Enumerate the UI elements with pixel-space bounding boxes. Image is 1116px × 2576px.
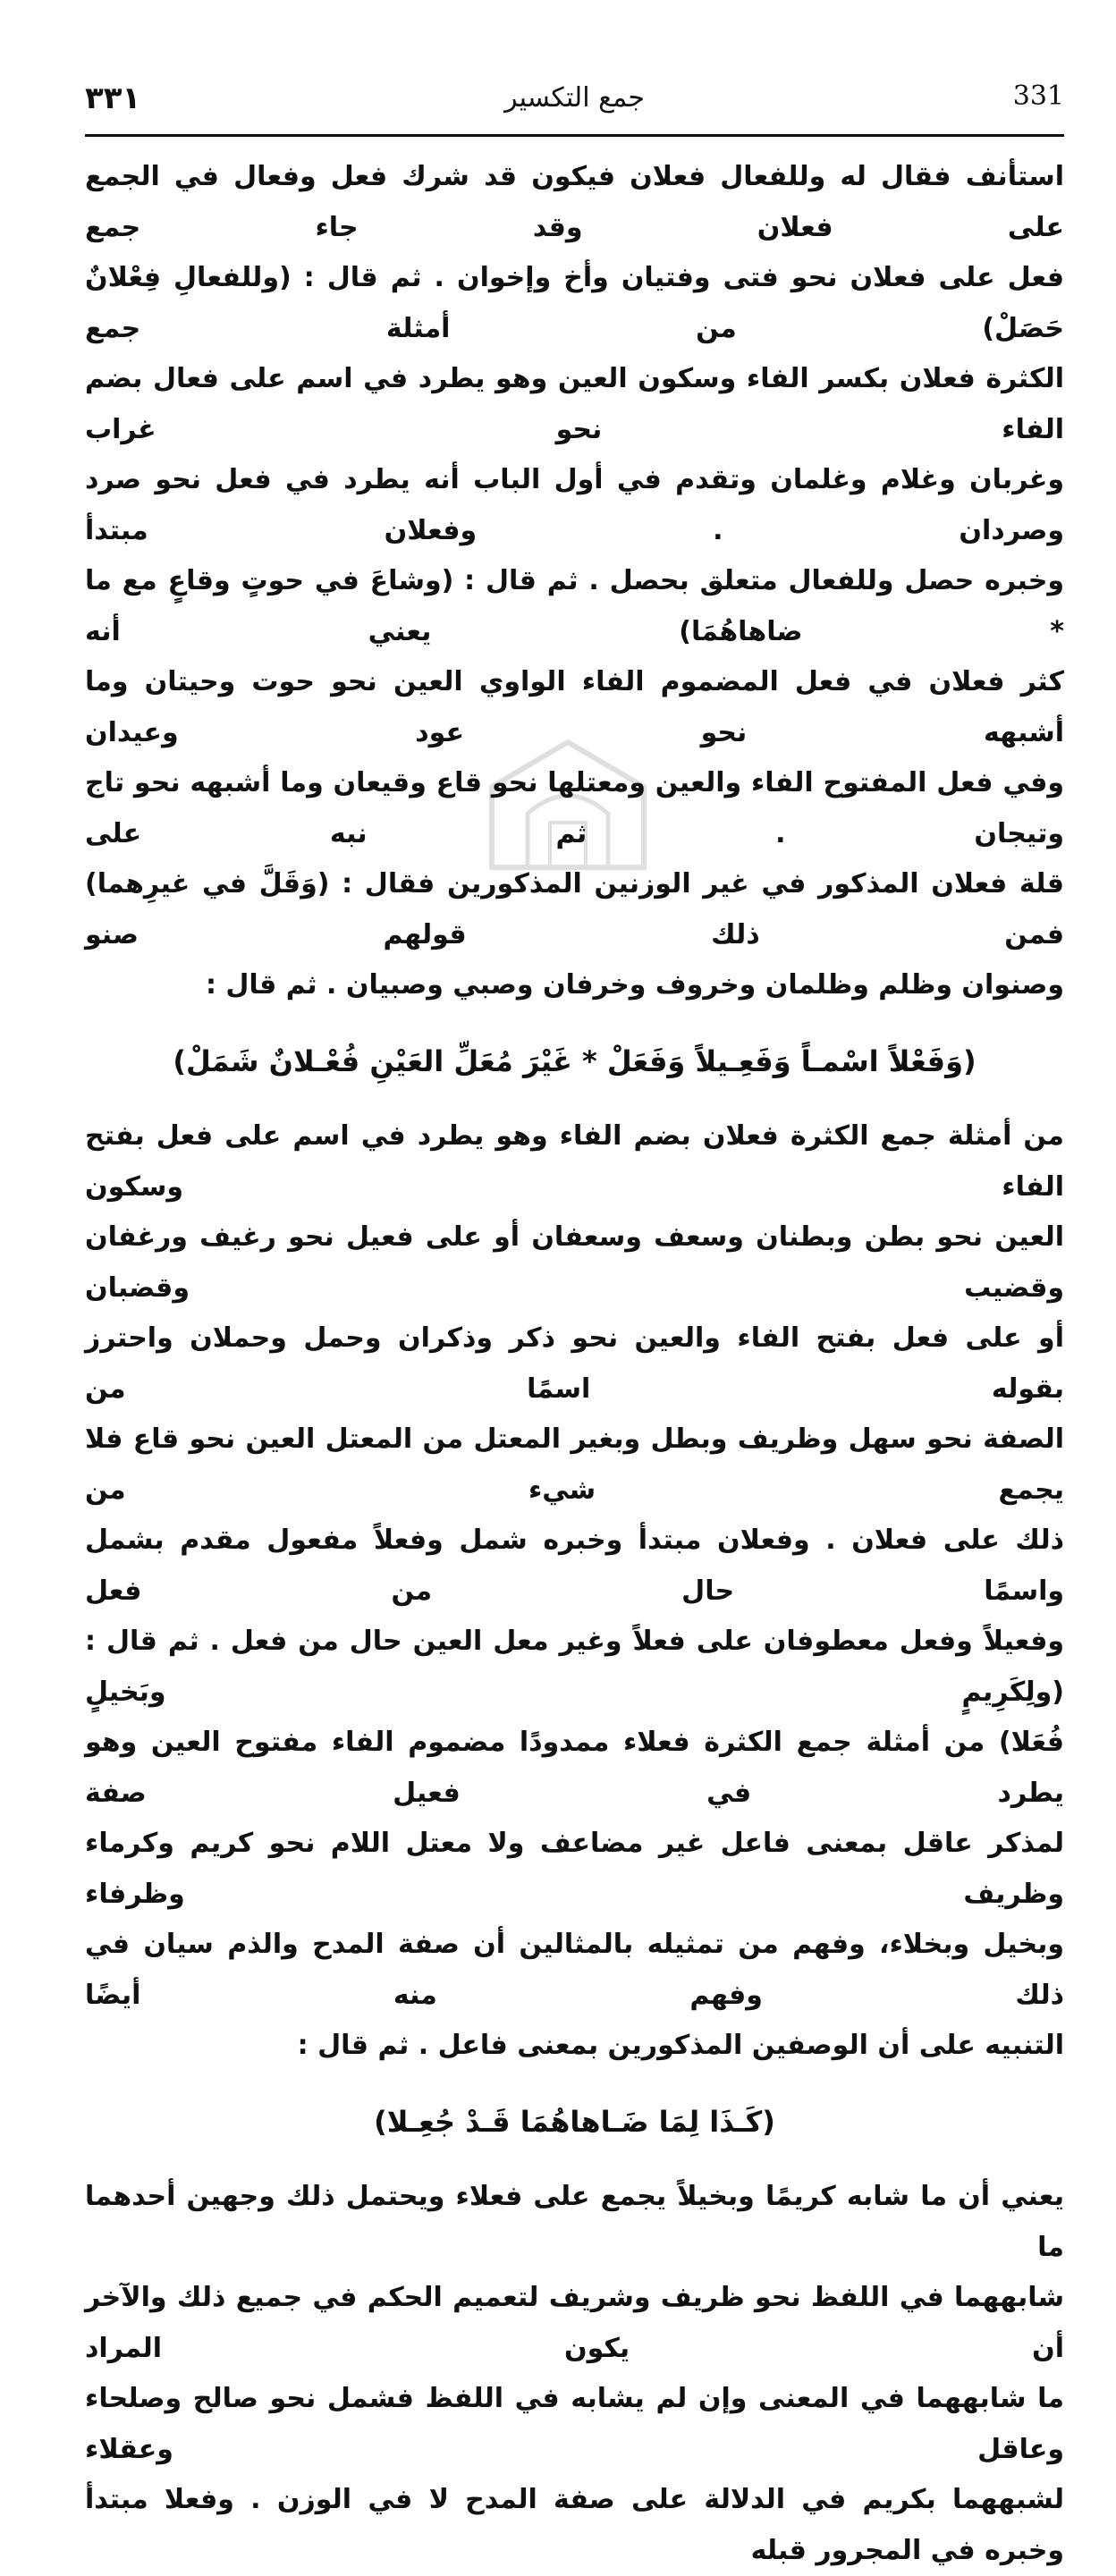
text-line: من أمثلة جمع الكثرة فعلان بضم الفاء وهو يطرد في اسم على فعل بفتح الفاء وسكون [85,1120,1064,1203]
page-body [85,152,1064,2576]
text-line: أو على فعل بفتح الفاء والعين نحو ذكر وذكران وحمل وحملان واحترز بقوله اسمًا من [85,1322,1064,1405]
text-line: الكثرة فعلان بكسر الفاء وسكون العين وهو يطرد في اسم على فعال بضم الفاء نحو غراب [85,363,1064,445]
text-line: يعني أن ما شابه كريمًا وبخيلاً يجمع على فعلاء ويحتمل ذلك وجهين أحدهما ما [85,2181,1064,2263]
page-number-latin: 331 [1012,80,1064,112]
text-line: فُعَلا) من أمثلة جمع الكثرة فعلاء ممدودًا مضموم الفاء مفتوح العين وهو يطرد في فعيل صفة [85,1727,1064,1809]
text-line: العين نحو بطن وبطنان وسعف وسعفان أو على فعيل نحو رغيف ورغفان وقضيب وقضبان [85,1221,1064,1304]
text-line: قلة فعلان المذكور في غير الوزنين المذكورين فقال : (وَقَلَّ في غيرِهما) فمن ذلك قولهم صنو [85,868,1064,950]
text-line: وغربان وغلام وغلمان وتقدم في أول الباب أنه يطرد في فعل نحو صرد وصردان . وفعلان مبتدأ [85,464,1064,546]
text-line: لمذكر عاقل بمعنى فاعل غير مضاعف ولا معتل اللام نحو كريم وكرماء وظريف وظرفاء [85,1828,1064,1910]
text-line: استأنف فقال له وللفعال فعلان فيكون قد شرك فعل وفعال في الجمع على فعلان وقد جاء جمع [85,161,1064,243]
text-line: شابههما في اللفظ نحو ظريف وشريف لتعميم الحكم في جميع ذلك والآخر أن يكون المراد [85,2282,1064,2364]
running-title: جمع التكسير [504,82,645,114]
text-line: ذلك على فعلان . وفعلان مبتدأ وخبره شمل وفعلاً مفعول مقدم بشمل واسمًا حال من فعل [85,1524,1064,1607]
text-line: الصفة نحو سهل وظريف وبطل وبغير المعتل من المعتل العين نحو قاع فلا يجمع شيء من [85,1423,1064,1506]
text-line: وخبره حصل وللفعال متعلق بحصل . ثم قال : (وشاعَ في حوتٍ وقاعٍ مع ما * ضاهاهُمَا) يعني أنه [85,565,1064,647]
verse-line: (كَـذَا لِمَا ضَـاهاهُمَا قَـدْ جُعِـلا) [374,2104,775,2139]
text-line: التنبيه على أن الوصفين المذكورين بمعنى فاعل . ثم قال : [297,2030,1064,2061]
text-line: وصنوان وظلم وظلمان وخروف وخرفان وصبي وصبيان . ثم قال : [205,969,1064,1001]
page-header [85,80,1064,134]
text-line: وفعيلاً وفعل معطوفان على فعلاً وغير معل العين حال من فعل . ثم قال : (ولِكَرِيمٍ وبَخيلٍ [85,1626,1064,1708]
text-line: كثر فعلان في فعل المضموم الفاء الواوي العين نحو حوت وحيتان وما أشبهه نحو عود وعيدان [85,666,1064,748]
text-line: وبخيل وبخلاء، وفهم من تمثيله بالمثالين أن صفة المدح والذم سيان في ذلك وفهم منه أيضًا [85,1929,1064,2011]
text-line: وفي فعل المفتوح الفاء والعين ومعتلها نحو قاع وقيعان وما أشبهه نحو تاج وتيجان . ثم نبه على [85,767,1064,849]
header-rule [85,134,1064,137]
text-line: فعل على فعلان نحو فتى وفتيان وأخ وإخوان . ثم قال : (وللفعالِ فِعْلانٌ حَصَلْ) من أمثلة جمع [85,262,1064,344]
page-number-arabic: ٣٣١ [85,80,141,116]
verse-line: (وَفَعْلاً اسْمـاً وَفَعِـيلاً وَفَعَلْ * غَيْرَ مُعَلِّ العَيْنِ فُعْـلانٌ شَمَلْ) [173,1043,976,1078]
text-line: ما شابههما في المعنى وإن لم يشابه في اللفظ فشمل نحو صالح وصلحاء وعاقل وعقلاء [85,2383,1064,2465]
text-line: لشبههما بكريم في الدلالة على صفة المدح لا في الوزن . وفعلا مبتدأ وخبره في المجرور قبله [85,2484,1064,2566]
